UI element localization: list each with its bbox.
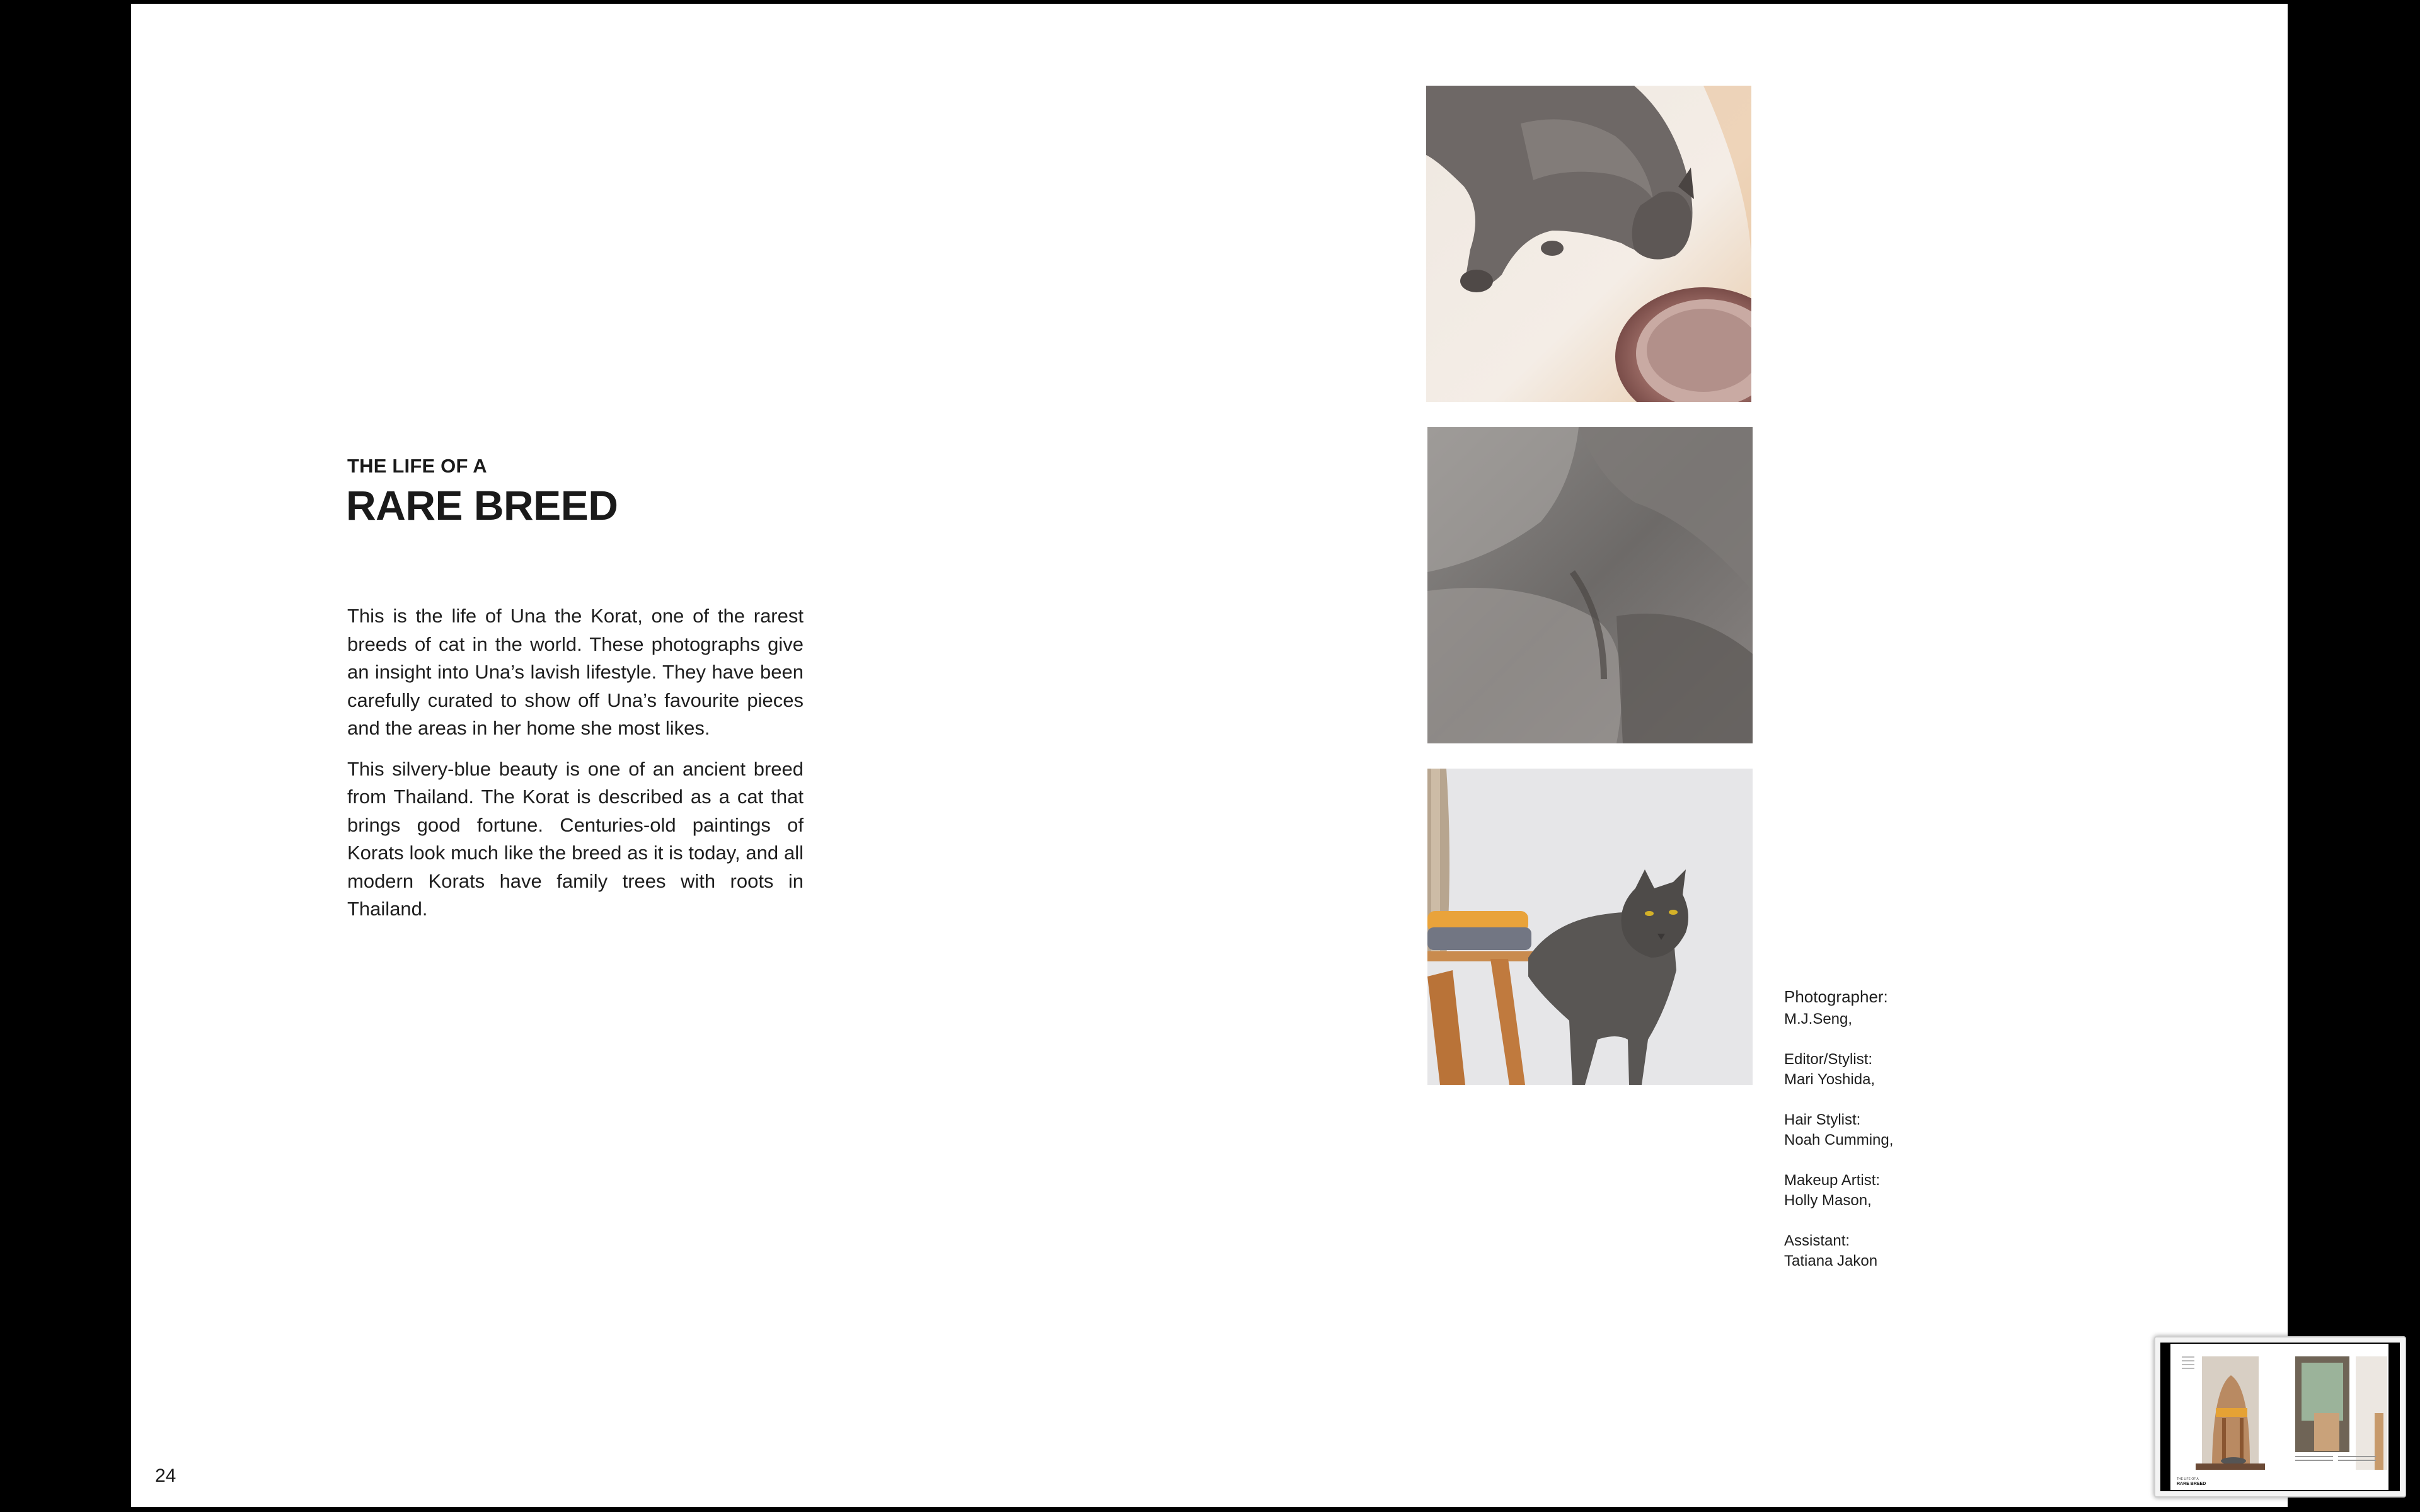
page-number: 24 — [155, 1465, 176, 1486]
credit-name: Noah Cumming, — [1784, 1131, 1894, 1148]
photo-cat-drinking — [1426, 86, 1751, 402]
credit-photographer — [1784, 984, 1893, 1029]
thumbnail-caption-large: RARE BREED — [2177, 1482, 2206, 1486]
credit-hair-stylist — [1784, 1110, 1893, 1150]
magazine-page — [131, 4, 2288, 1507]
credit-name: M.J.Seng, — [1784, 1011, 1853, 1028]
credit-name: Holly Mason, — [1784, 1192, 1872, 1209]
credit-name: Mari Yoshida, — [1784, 1071, 1876, 1088]
credit-name: Tatiana Jakon — [1784, 1252, 1878, 1269]
credit-role: Makeup Artist: — [1784, 1172, 1881, 1189]
thumbnail-caption-small: THE LIFE OF A — [2177, 1477, 2199, 1481]
body-paragraph: This silvery-blue beauty is one of an ancient breed from Thailand. The Korat is described as a cat that brings good fortune. Centuries-old paintings of Korats look much like the breed as it is today, and all modern Korats have family trees with roots in Thailand. — [347, 757, 804, 920]
article-body — [347, 602, 804, 936]
credit-editor — [1784, 1050, 1893, 1090]
credit-assistant — [1784, 1231, 1893, 1271]
article-headline: RARE BREED — [346, 482, 618, 529]
photo-cat-fur — [1427, 427, 1753, 743]
article-kicker: THE LIFE OF A — [347, 455, 487, 477]
photo-cat-by-chair — [1427, 769, 1753, 1085]
credit-makeup-artist — [1784, 1171, 1893, 1211]
credit-role: Hair Stylist: — [1784, 1111, 1861, 1128]
body-paragraph: This is the life of Una the Korat, one of the rarest breeds of cat in the world. These photographs give an insight into Una’s lavish lifestyle. They have been carefully curated to show off Una’s favourite pieces and the areas in her home she most likes. — [347, 605, 804, 739]
credit-role: Assistant: — [1784, 1232, 1850, 1249]
credit-role: Editor/Stylist: — [1784, 1051, 1873, 1068]
page-thumbnail-navigator[interactable] — [2154, 1336, 2406, 1498]
credit-role: Photographer: — [1784, 987, 1888, 1006]
photo-credits — [1784, 984, 1893, 1292]
